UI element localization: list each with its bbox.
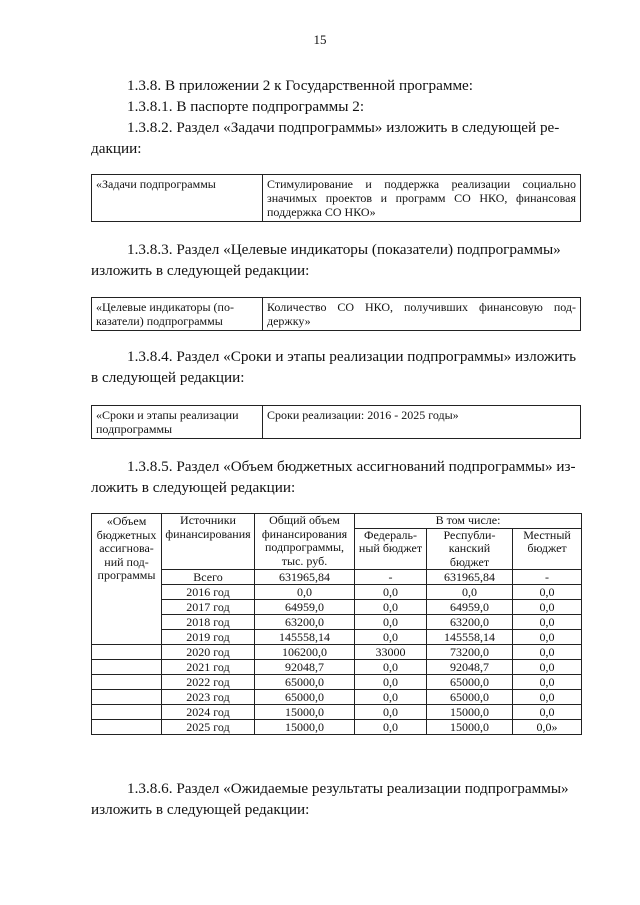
- budget-cell-federal: 0,0: [355, 600, 427, 615]
- budget-cell-period: Всего: [162, 570, 255, 585]
- budget-side-label: «Объем бюджетных ассигнова-ний под-программы: [92, 514, 162, 645]
- budget-cell-republic: 0,0: [427, 585, 513, 600]
- budget-cell-republic: 73200,0: [427, 645, 513, 660]
- paragraph-1-3-8-6-line2: изложить в следующей редакции:: [91, 801, 310, 818]
- terms-label: «Сроки и этапы реализации подпрограммы: [92, 406, 263, 439]
- budget-row: [92, 660, 582, 675]
- budget-cell-total: 92048,7: [255, 660, 355, 675]
- header-republic: Республи-канский бюджет: [427, 528, 513, 570]
- budget-row: [92, 690, 582, 705]
- budget-cell-period: 2021 год: [162, 660, 255, 675]
- terms-table: [91, 405, 581, 439]
- budget-row: [92, 705, 582, 720]
- budget-side-empty-cell: [92, 675, 162, 690]
- budget-cell-local: -: [513, 570, 582, 585]
- budget-cell-total: 65000,0: [255, 690, 355, 705]
- tasks-label: «Задачи подпрограммы: [92, 175, 263, 222]
- budget-row: [92, 570, 582, 585]
- paragraph-block-intro: [91, 75, 579, 159]
- header-including: В том числе:: [355, 514, 582, 529]
- budget-cell-local: 0,0: [513, 690, 582, 705]
- budget-side-empty-cell: [92, 690, 162, 705]
- budget-cell-federal: -: [355, 570, 427, 585]
- indicators-table-row: [92, 298, 581, 331]
- terms-table-row: [92, 406, 581, 439]
- budget-cell-period: 2017 год: [162, 600, 255, 615]
- budget-cell-total: 631965,84: [255, 570, 355, 585]
- indicators-table: [91, 297, 581, 331]
- paragraph-1-3-8-5-line2: ложить в следующей редакции:: [91, 479, 296, 496]
- budget-cell-federal: 0,0: [355, 720, 427, 735]
- tasks-value: Стимулирование и поддержка реализации социально значимых проектов и программ СО НКО, финансовая поддержка СО НКО»: [263, 175, 581, 222]
- terms-value: Сроки реализации: 2016 - 2025 годы»: [263, 406, 581, 439]
- budget-table-body: [92, 514, 582, 735]
- paragraph-1-3-8-4-line2: в следующей редакции:: [91, 369, 245, 386]
- budget-cell-total: 15000,0: [255, 705, 355, 720]
- budget-cell-total: 106200,0: [255, 645, 355, 660]
- paragraph-1-3-8-3: [91, 239, 579, 281]
- budget-row: [92, 585, 582, 600]
- budget-cell-period: 2024 год: [162, 705, 255, 720]
- budget-cell-period: 2016 год: [162, 585, 255, 600]
- budget-cell-republic: 65000,0: [427, 690, 513, 705]
- budget-row: [92, 615, 582, 630]
- budget-side-empty-cell: [92, 720, 162, 735]
- budget-cell-local: 0,0: [513, 645, 582, 660]
- budget-cell-republic: 145558,14: [427, 630, 513, 645]
- budget-cell-period: 2019 год: [162, 630, 255, 645]
- budget-row: [92, 675, 582, 690]
- budget-table: [91, 513, 582, 735]
- paragraph-1-3-8-3-line2: изложить в следующей редакции:: [91, 262, 310, 279]
- budget-row: [92, 630, 582, 645]
- budget-side-empty-cell: [92, 645, 162, 660]
- paragraph-1-3-8: 1.3.8. В приложении 2 к Государственной программе:: [127, 77, 474, 94]
- paragraph-1-3-8-3-line1: 1.3.8.3. Раздел «Целевые индикаторы (показатели) подпрограммы»: [127, 241, 561, 258]
- tasks-table: [91, 174, 581, 222]
- budget-cell-republic: 64959,0: [427, 600, 513, 615]
- budget-cell-total: 64959,0: [255, 600, 355, 615]
- budget-side-empty-cell: [92, 660, 162, 675]
- budget-cell-total: 0,0: [255, 585, 355, 600]
- paragraph-1-3-8-5-line1: 1.3.8.5. Раздел «Объем бюджетных ассигнований подпрограммы» из-: [127, 458, 576, 475]
- budget-cell-republic: 15000,0: [427, 720, 513, 735]
- budget-cell-period: 2025 год: [162, 720, 255, 735]
- budget-cell-local: 0,0: [513, 600, 582, 615]
- indicators-label: «Целевые индикаторы (по-казатели) подпрограммы: [92, 298, 263, 331]
- budget-cell-republic: 65000,0: [427, 675, 513, 690]
- paragraph-1-3-8-6-line1: 1.3.8.6. Раздел «Ожидаемые результаты реализации подпрограммы»: [127, 780, 569, 797]
- budget-cell-period: 2022 год: [162, 675, 255, 690]
- budget-cell-period: 2023 год: [162, 690, 255, 705]
- budget-cell-period: 2018 год: [162, 615, 255, 630]
- budget-header-row-1: [92, 514, 582, 529]
- budget-cell-republic: 92048,7: [427, 660, 513, 675]
- budget-cell-republic: 63200,0: [427, 615, 513, 630]
- budget-cell-local: 0,0: [513, 630, 582, 645]
- budget-cell-total: 65000,0: [255, 675, 355, 690]
- paragraph-1-3-8-4: [91, 346, 579, 388]
- budget-cell-federal: 0,0: [355, 585, 427, 600]
- tasks-table-row: [92, 175, 581, 222]
- budget-cell-local: 0,0: [513, 660, 582, 675]
- budget-side-empty-cell: [92, 705, 162, 720]
- paragraph-1-3-8-6: [91, 778, 579, 820]
- budget-cell-federal: 0,0: [355, 615, 427, 630]
- header-source: Источники финансирования: [162, 514, 255, 570]
- budget-cell-total: 63200,0: [255, 615, 355, 630]
- paragraph-1-3-8-5: [91, 456, 579, 498]
- budget-cell-federal: 0,0: [355, 630, 427, 645]
- budget-row: [92, 720, 582, 735]
- budget-cell-federal: 0,0: [355, 660, 427, 675]
- budget-row: [92, 645, 582, 660]
- budget-cell-local: 0,0: [513, 585, 582, 600]
- indicators-value: Количество СО НКО, получивших финансовую под-держку»: [263, 298, 581, 331]
- budget-cell-local: 0,0: [513, 675, 582, 690]
- paragraph-1-3-8-1: 1.3.8.1. В паспорте подпрограммы 2:: [127, 98, 365, 115]
- budget-row: [92, 600, 582, 615]
- budget-cell-federal: 33000: [355, 645, 427, 660]
- budget-cell-period: 2020 год: [162, 645, 255, 660]
- paragraph-1-3-8-2-line2: дакции:: [91, 140, 142, 157]
- budget-cell-local: 0,0: [513, 705, 582, 720]
- budget-cell-local: 0,0: [513, 615, 582, 630]
- budget-cell-local: 0,0»: [513, 720, 582, 735]
- paragraph-1-3-8-4-line1: 1.3.8.4. Раздел «Сроки и этапы реализации подпрограммы» изложить: [127, 348, 577, 365]
- budget-cell-total: 15000,0: [255, 720, 355, 735]
- header-local: Местный бюджет: [513, 528, 582, 570]
- budget-cell-total: 145558,14: [255, 630, 355, 645]
- header-federal: Федераль-ный бюджет: [355, 528, 427, 570]
- page-number: 15: [313, 32, 327, 47]
- budget-cell-republic: 631965,84: [427, 570, 513, 585]
- budget-cell-federal: 0,0: [355, 690, 427, 705]
- budget-cell-federal: 0,0: [355, 705, 427, 720]
- header-total: Общий объем финансирования подпрограммы, тыс. руб.: [255, 514, 355, 570]
- budget-cell-republic: 15000,0: [427, 705, 513, 720]
- budget-cell-federal: 0,0: [355, 675, 427, 690]
- paragraph-1-3-8-2-line1: 1.3.8.2. Раздел «Задачи подпрограммы» изложить в следующей ре-: [127, 119, 560, 136]
